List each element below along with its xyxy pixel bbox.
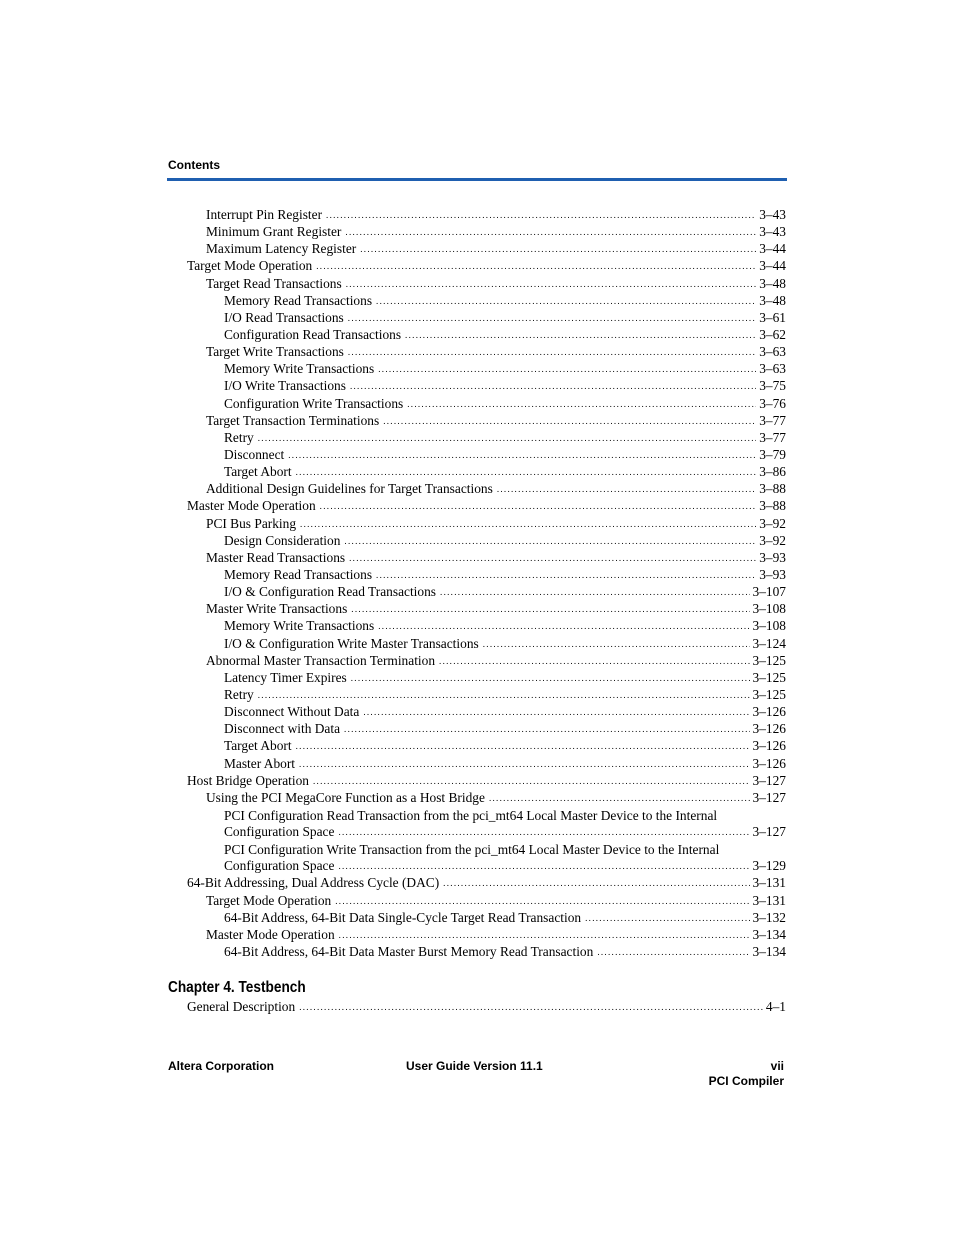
toc-entry-title: Disconnect <box>224 446 285 462</box>
dot-leader <box>489 793 750 803</box>
dot-leader <box>335 896 749 906</box>
dot-leader <box>360 244 756 254</box>
toc-entry-title: Target Mode Operation <box>187 258 313 274</box>
dot-leader <box>497 484 756 494</box>
toc-entry-page: 3–134 <box>752 944 786 960</box>
toc-entry-page: 3–129 <box>752 858 786 874</box>
dot-leader <box>320 501 757 511</box>
toc-entry[interactable] <box>168 721 786 738</box>
running-header-label: Contents <box>168 158 220 172</box>
dot-leader <box>483 639 750 649</box>
toc-entry[interactable] <box>168 670 786 687</box>
toc-entry-page: 3–92 <box>759 515 786 531</box>
toc-entry[interactable] <box>168 224 786 241</box>
dot-leader <box>349 553 756 563</box>
toc-entry[interactable] <box>168 413 786 430</box>
footer-product: PCI Compiler <box>708 1074 784 1088</box>
toc-entry-title: Configuration Write Transactions <box>224 395 404 411</box>
toc-entry-title: Retry <box>224 429 254 445</box>
dot-leader <box>597 947 749 957</box>
toc-entry-page: 3–134 <box>752 926 786 942</box>
toc-entry-title: Memory Write Transactions <box>224 361 375 377</box>
toc-entry-page: 3–125 <box>752 686 786 702</box>
toc-entry-page: 3–126 <box>752 755 786 771</box>
toc-entry-page: 3–75 <box>759 378 786 394</box>
toc-entry-page: 4–1 <box>765 999 786 1014</box>
dot-leader <box>405 330 756 340</box>
toc-entry-page: 3–63 <box>759 344 786 360</box>
toc-entry[interactable] <box>168 498 786 515</box>
toc-entry-title: Target Mode Operation <box>206 892 332 908</box>
toc-entry-page: 3–131 <box>752 875 786 891</box>
dot-leader <box>296 741 750 751</box>
toc-entry-page: 3–77 <box>759 412 786 428</box>
toc-entry[interactable] <box>168 241 786 258</box>
chapter-toc <box>168 999 786 1016</box>
toc-entry[interactable] <box>168 653 786 670</box>
toc-entry-title: 64-Bit Address, 64-Bit Data Master Burst Memory Read Transaction <box>224 944 594 960</box>
toc-entry-page: 3–48 <box>759 275 786 291</box>
toc-entry[interactable] <box>168 207 786 224</box>
toc-entry-title: Master Abort <box>224 755 296 771</box>
toc-entry-title: Retry <box>224 686 254 702</box>
dot-leader <box>351 673 750 683</box>
toc-entry-page: 3–86 <box>759 464 786 480</box>
toc-entry-page: 3–93 <box>759 549 786 565</box>
dot-leader <box>299 759 749 769</box>
toc-entry-page: 3–126 <box>752 704 786 720</box>
toc-entry-page: 3–93 <box>759 566 786 582</box>
toc-entry-page: 3–127 <box>752 824 786 840</box>
toc-entry-page: 3–132 <box>752 909 786 925</box>
dot-leader <box>344 724 749 734</box>
toc-entry-title: Using the PCI MegaCore Function as a Host Bridge <box>206 789 485 805</box>
dot-leader <box>299 1002 763 1012</box>
dot-leader <box>585 913 749 923</box>
toc-entry-page: 3–131 <box>752 892 786 908</box>
toc-entry[interactable] <box>168 910 786 927</box>
toc-entry-title: I/O & Configuration Write Master Transactions <box>224 635 479 651</box>
toc-entry[interactable] <box>168 327 786 344</box>
dot-leader <box>440 587 750 597</box>
toc-entry-title: General Description <box>187 999 296 1014</box>
dot-leader <box>348 313 756 323</box>
toc-entry-title: Master Write Transactions <box>206 601 348 617</box>
toc-entry[interactable] <box>168 927 786 944</box>
chapter-heading: Chapter 4. Testbench <box>168 979 306 996</box>
toc-entry-title: Minimum Grant Register <box>206 224 342 240</box>
toc-entry-page: 3–62 <box>759 326 786 342</box>
toc-entry[interactable] <box>168 999 786 1016</box>
toc-entry[interactable] <box>168 258 786 275</box>
toc-entry[interactable] <box>168 344 786 361</box>
dot-leader <box>316 261 756 271</box>
toc-entry[interactable] <box>168 738 786 755</box>
dot-leader <box>383 416 756 426</box>
toc-entry-title: 64-Bit Address, 64-Bit Data Single-Cycle Target Read Transaction <box>224 909 582 925</box>
toc-entry[interactable] <box>168 841 786 875</box>
toc-entry-page: 3–88 <box>759 481 786 497</box>
toc-entry-title: Target Abort <box>224 738 292 754</box>
dot-leader <box>313 776 750 786</box>
toc-entry-page: 3–107 <box>752 584 786 600</box>
toc-entry[interactable] <box>168 516 786 533</box>
dot-leader <box>288 450 756 460</box>
toc-entry-page: 3–108 <box>752 618 786 634</box>
toc-entry[interactable] <box>168 447 786 464</box>
toc-entry-title-continued: Configuration Space <box>224 858 335 874</box>
toc-entry[interactable] <box>168 944 786 961</box>
toc-entry-title: Target Read Transactions <box>206 275 342 291</box>
toc-entry-page: 3–77 <box>759 429 786 445</box>
toc-entry[interactable] <box>168 481 786 498</box>
toc-entry-page: 3–125 <box>752 669 786 685</box>
toc-entry[interactable] <box>168 601 786 618</box>
toc-entry-title: PCI Configuration Write Transaction from the pci_mt64 Local Master Device to the Internal <box>224 842 720 858</box>
toc-entry[interactable] <box>168 361 786 378</box>
toc-entry-title: Design Consideration <box>224 532 341 548</box>
dot-leader <box>378 364 756 374</box>
toc-entry-page: 3–43 <box>759 224 786 240</box>
toc-entry-page: 3–63 <box>759 361 786 377</box>
toc-entry[interactable] <box>168 293 786 310</box>
toc-entry[interactable] <box>168 636 786 653</box>
dot-leader <box>376 570 756 580</box>
dot-leader <box>300 519 756 529</box>
toc-entry-title: Interrupt Pin Register <box>206 207 323 222</box>
toc-entry-page: 3–44 <box>759 258 786 274</box>
toc-entry[interactable] <box>168 807 786 841</box>
dot-leader <box>443 878 749 888</box>
toc-entry-title: Master Read Transactions <box>206 549 346 565</box>
toc-entry-title: Master Mode Operation <box>187 498 316 514</box>
toc-entry[interactable] <box>168 396 786 413</box>
toc-entry-title: 64-Bit Addressing, Dual Address Cycle (DAC) <box>187 875 440 891</box>
toc-entry-title: Disconnect Without Data <box>224 704 360 720</box>
dot-leader <box>344 536 756 546</box>
toc-entry-page: 3–92 <box>759 532 786 548</box>
toc-entry-page: 3–76 <box>759 395 786 411</box>
table-of-contents <box>168 207 786 961</box>
toc-entry-title: Target Write Transactions <box>206 344 344 360</box>
dot-leader <box>439 656 749 666</box>
toc-entry-title: PCI Bus Parking <box>206 515 297 531</box>
toc-entry[interactable] <box>168 584 786 601</box>
dot-leader <box>378 621 749 631</box>
toc-entry-title: PCI Configuration Read Transaction from the pci_mt64 Local Master Device to the Internal <box>224 807 718 823</box>
dot-leader <box>296 467 757 477</box>
toc-entry-page: 3–126 <box>752 721 786 737</box>
toc-entry-title-continued: Configuration Space <box>224 824 335 840</box>
dot-leader <box>258 433 756 443</box>
toc-entry-page: 3–127 <box>752 772 786 788</box>
footer-right <box>709 1059 784 1089</box>
toc-entry[interactable] <box>168 464 786 481</box>
toc-entry-page: 3–44 <box>759 241 786 257</box>
toc-entry-title: Memory Read Transactions <box>224 566 373 582</box>
dot-leader <box>338 861 749 871</box>
toc-entry-title: I/O & Configuration Read Transactions <box>224 584 437 600</box>
toc-entry-title: Memory Write Transactions <box>224 618 375 634</box>
toc-entry-title: Master Mode Operation <box>206 926 335 942</box>
toc-entry[interactable] <box>168 618 786 635</box>
toc-entry-page: 3–126 <box>752 738 786 754</box>
toc-entry-page: 3–125 <box>752 652 786 668</box>
dot-leader <box>376 296 756 306</box>
toc-entry[interactable] <box>168 790 786 807</box>
toc-entry[interactable] <box>168 310 786 327</box>
dot-leader <box>351 604 749 614</box>
toc-entry-page: 3–43 <box>759 207 786 222</box>
toc-entry[interactable] <box>168 893 786 910</box>
toc-entry[interactable] <box>168 567 786 584</box>
toc-entry-title: Memory Read Transactions <box>224 292 373 308</box>
toc-entry-page: 3–108 <box>752 601 786 617</box>
toc-entry-title: Additional Design Guidelines for Target Transactions <box>206 481 493 497</box>
dot-leader <box>339 930 750 940</box>
toc-entry-title: Host Bridge Operation <box>187 772 309 788</box>
toc-entry-page: 3–88 <box>759 498 786 514</box>
toc-entry[interactable] <box>168 756 786 773</box>
footer-page-number: vii <box>770 1059 784 1073</box>
dot-leader <box>350 381 756 391</box>
toc-entry-page: 3–79 <box>759 446 786 462</box>
footer-version: User Guide Version 11.1 <box>406 1059 543 1073</box>
toc-entry-title: Latency Timer Expires <box>224 669 347 685</box>
dot-leader <box>363 707 749 717</box>
toc-entry-title: I/O Write Transactions <box>224 378 346 394</box>
toc-entry-title: Abnormal Master Transaction Termination <box>206 652 436 668</box>
toc-entry[interactable] <box>168 687 786 704</box>
dot-leader <box>326 210 756 220</box>
toc-entry-title: Configuration Read Transactions <box>224 326 402 342</box>
toc-entry[interactable] <box>168 875 786 892</box>
toc-entry-page: 3–48 <box>759 292 786 308</box>
dot-leader <box>348 347 756 357</box>
dot-leader <box>345 227 756 237</box>
footer-company: Altera Corporation <box>168 1059 275 1073</box>
dot-leader <box>346 279 757 289</box>
toc-entry-title: Target Transaction Terminations <box>206 412 380 428</box>
toc-entry-page: 3–61 <box>759 309 786 325</box>
toc-entry-page: 3–127 <box>752 789 786 805</box>
toc-entry[interactable] <box>168 276 786 293</box>
dot-leader <box>338 827 749 837</box>
toc-entry[interactable] <box>168 704 786 721</box>
toc-entry[interactable] <box>168 378 786 395</box>
toc-entry[interactable] <box>168 430 786 447</box>
header-rule <box>167 178 787 181</box>
toc-entry[interactable] <box>168 550 786 567</box>
dot-leader <box>258 690 750 700</box>
toc-entry-title: I/O Read Transactions <box>224 309 344 325</box>
toc-entry-title: Maximum Latency Register <box>206 241 357 257</box>
toc-entry-page: 3–124 <box>752 635 786 651</box>
toc-entry-title: Disconnect with Data <box>224 721 341 737</box>
toc-entry-title: Target Abort <box>224 464 292 480</box>
dot-leader <box>407 399 756 409</box>
toc-entry[interactable] <box>168 773 786 790</box>
toc-entry[interactable] <box>168 533 786 550</box>
